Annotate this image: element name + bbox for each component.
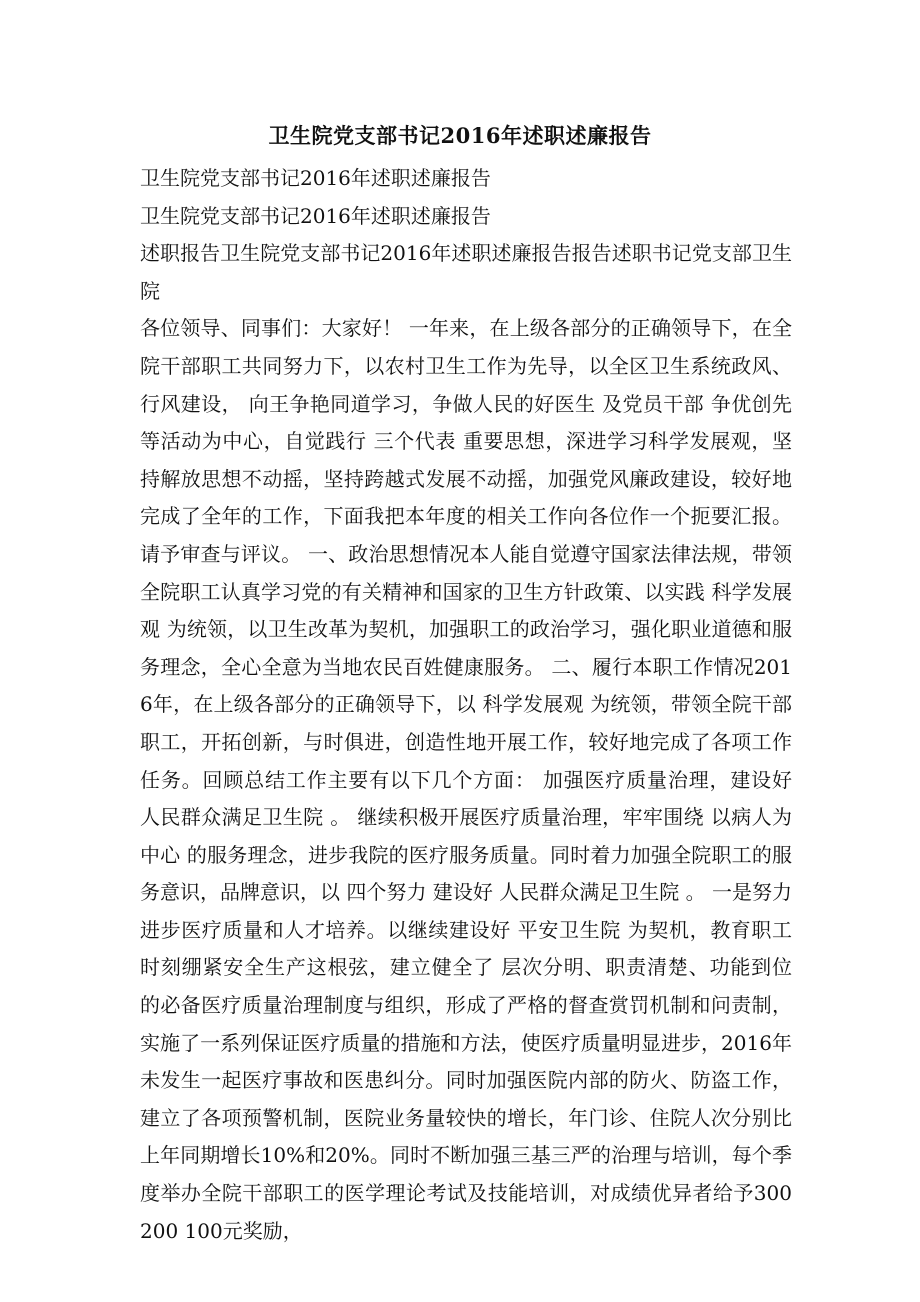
body-paragraph: 卫生院党支部书记2016年述职述廉报告: [140, 203, 491, 228]
body-paragraph: 述职报告卫生院党支部书记2016年述职述廉报告报告述职书记党支部卫生院: [140, 241, 792, 303]
document-title: 卫生院党支部书记2016年述职述廉报告: [268, 123, 652, 148]
document-body: [140, 160, 792, 1250]
body-paragraph: 各位领导、同事们：大家好！ 一年来，在上级各部分的正确领导下，在全院干部职工共同努力下，以农村卫生工作为先导，以全区卫生系统政风、行风建设， 向王争艳同道学习，争做人民的好医生 及党员干部 争优创先 等活动为中心，自觉践行 三个代表 重要思想，深进学习科学发展观，坚持解放思想不动摇，坚持跨越式发展不动摇，加强党风廉政建设，较好地完成了全年的工作，下面我把本年度的相关工作向各位作一个扼要汇报。请予审查与评议。 一、政治思想情况本人能自觉遵守国家法律法规，带领全院职工认真学习党的有关精神和国家的卫生方针政策、以实践 科学发展观 为统领，以卫生改革为契机，加强职工的政治学习，强化职业道德和服务理念，全心全意为当地农民百姓健康服务。 二、履行本职工作情况2016年，在上级各部分的正确领导下，以 科学发展观 为统领，带领全院干部职工，开拓创新，与时俱进，创造性地开展工作，较好地完成了各项工作任务。回顾总结工作主要有以下几个方面： 加强医疗质量治理，建设好 人民群众满足卫生院 。 继续积极开展医疗质量治理，牢牢围绕 以病人为中心 的服务理念，进步我院的医疗服务质量。同时着力加强全院职工的服务意识，品牌意识，以 四个努力 建设好 人民群众满足卫生院 。 一是努力进步医疗质量和人才培养。以继续建设好 平安卫生院 为契机，教育职工时刻绷紧安全生产这根弦，建立健全了 层次分明、职责清楚、功能到位 的必备医疗质量治理制度与组织，形成了严格的督查赏罚机制和问责制，实施了一系列保证医疗质量的措施和方法，使医疗质量明显进步，2016年未发生一起医疗事故和医患纠分。同时加强医院内部的防火、防盗工作，建立了各项预警机制，医院业务量较快的增长，年门诊、住院人次分别比上年同期增长10%和20%。同时不断加强三基三严的治理与培训，每个季度举办全院干部职工的医学理论考试及技能培训，对成绩优异者给予300 200 100元奖励，: [140, 316, 792, 1243]
body-paragraph: 卫生院党支部书记2016年述职述廉报告: [140, 166, 491, 190]
